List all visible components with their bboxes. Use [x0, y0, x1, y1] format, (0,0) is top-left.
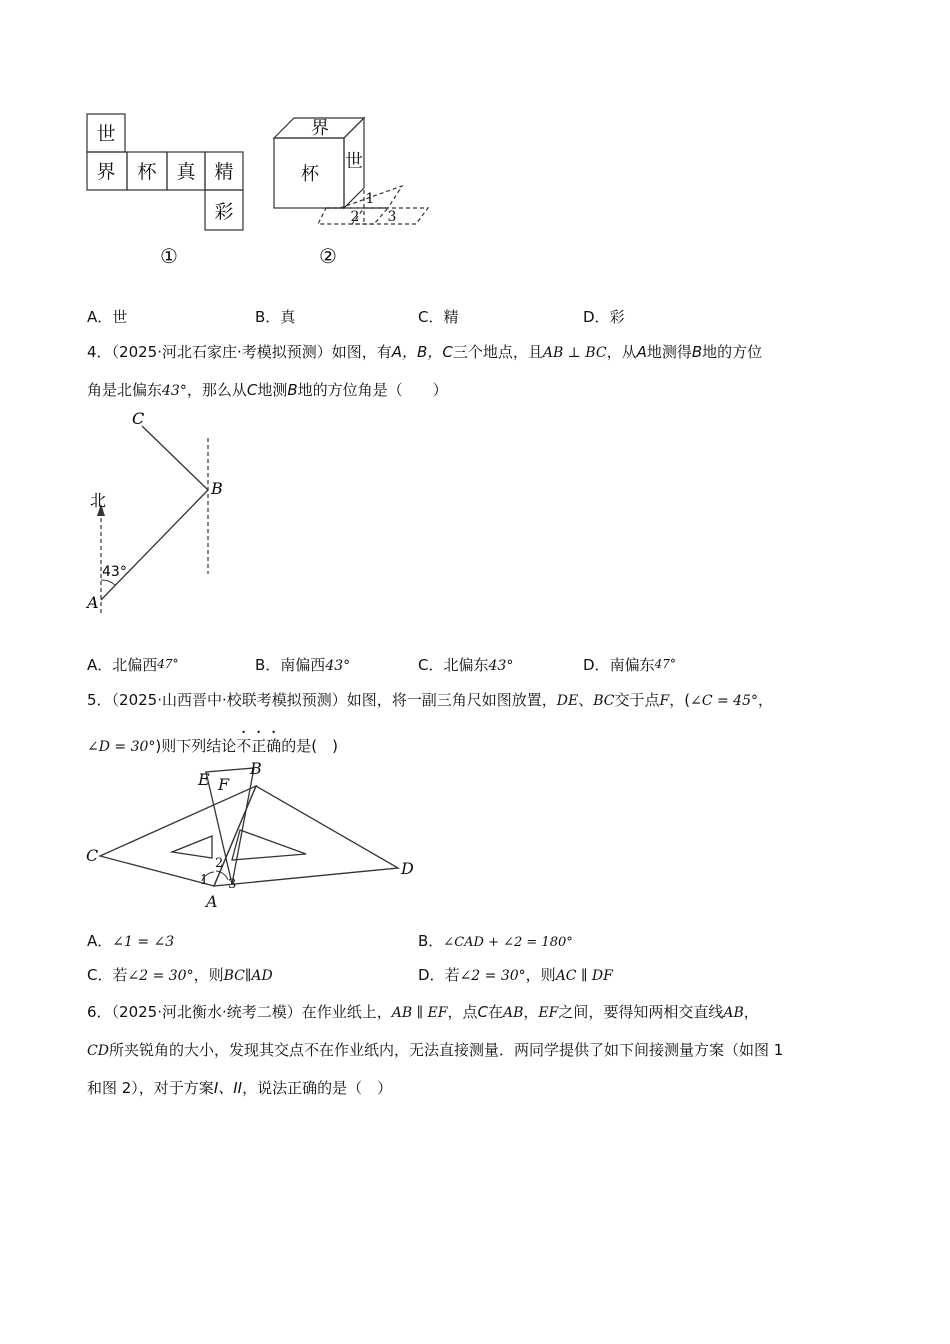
q4-option-d[interactable]: D．南偏东47°	[583, 656, 676, 674]
cube-figure	[268, 112, 438, 272]
cube-top-face: 界	[311, 118, 329, 139]
net-cell-6: 彩	[214, 201, 234, 223]
q4-option-a[interactable]: A．北偏西47°	[87, 656, 179, 674]
net-cell-4: 真	[176, 161, 196, 183]
q6-line-2: CD所夹锐角的大小，发现其交点不在作业纸内，无法直接测量．两同学提供了如下间接测量方案（如图 1	[87, 1041, 784, 1059]
q3-option-b[interactable]: B．真	[255, 308, 296, 326]
point-a: A	[87, 593, 99, 612]
point-f: F	[218, 775, 230, 794]
point-a5: A	[206, 892, 218, 910]
q5-option-b[interactable]: B．∠CAD + ∠2 = 180°	[418, 932, 573, 950]
q5-option-a[interactable]: A．∠1 = ∠3	[87, 932, 175, 950]
q5-figure	[82, 760, 422, 910]
angle-2: 2	[215, 856, 224, 871]
q3-option-d[interactable]: D．彩	[583, 308, 625, 326]
q3-option-c[interactable]: C．精	[418, 308, 459, 326]
q5-line-1: 5．（2025·山西晋中·校联考模拟预测）如图，将一副三角尺如图放置，DE、BC交于点F，(∠C = 45°，	[87, 691, 774, 709]
q5-option-d[interactable]: D．若∠2 = 30°，则AC ∥ DF	[418, 966, 613, 984]
point-d5: D	[401, 859, 414, 878]
point-e: E	[198, 770, 210, 789]
q4-line-1: 4．（2025·河北石家庄·考模拟预测）如图，有A，B，C三个地点，且AB ⊥ BC，从A地测得B地的方位	[87, 343, 763, 361]
point-c5: C	[86, 846, 99, 865]
point-b: B	[211, 479, 223, 498]
base-label-3: 3	[387, 209, 397, 225]
point-c: C	[132, 409, 145, 428]
q4-option-b[interactable]: B．南偏西43°	[255, 656, 351, 674]
figure-label-1: ①	[160, 244, 178, 268]
q5-option-c[interactable]: C．若∠2 = 30°，则BC∥AD	[87, 966, 273, 984]
angle-label: 43°	[102, 564, 127, 580]
angle-3: 3	[228, 877, 237, 892]
net-cell-1: 世	[96, 123, 116, 145]
north-label: 北	[90, 491, 107, 510]
net-figure	[85, 110, 255, 270]
base-label-2: 2	[350, 209, 360, 225]
q4-figure	[82, 408, 232, 626]
cube-right-face: 世	[345, 151, 363, 172]
net-cell-3: 杯	[137, 161, 157, 183]
triangle-set-diagram	[82, 760, 422, 910]
q5-line-2: ∠D = 30°)则下列结论不正确的是( )	[87, 737, 338, 755]
point-b5: B	[250, 760, 262, 778]
cube-net-diagram	[85, 110, 255, 270]
figure-label-2: ②	[319, 244, 337, 268]
angle-1: 1	[200, 873, 209, 888]
base-label-1: 1	[365, 191, 375, 207]
bearing-diagram	[82, 408, 232, 626]
q6-line-3: 和图 2），对于方案I、II，说法正确的是（ ）	[87, 1079, 393, 1097]
cube-diagram	[268, 112, 438, 272]
q3-option-a[interactable]: A．世	[87, 308, 128, 326]
cube-front-face: 杯	[301, 164, 319, 185]
q4-line-2: 角是北偏东43°，那么从C地测B地的方位角是（ ）	[87, 381, 448, 399]
net-cell-2: 界	[96, 161, 116, 183]
emphasis-text: 不正确	[236, 737, 282, 755]
net-cell-5: 精	[214, 161, 234, 183]
q4-option-c[interactable]: C．北偏东43°	[418, 656, 514, 674]
q6-line-1: 6．（2025·河北衡水·统考二模）在作业纸上，AB ∥ EF，点C在AB，EF之间，要得知两相交直线AB，	[87, 1003, 759, 1021]
